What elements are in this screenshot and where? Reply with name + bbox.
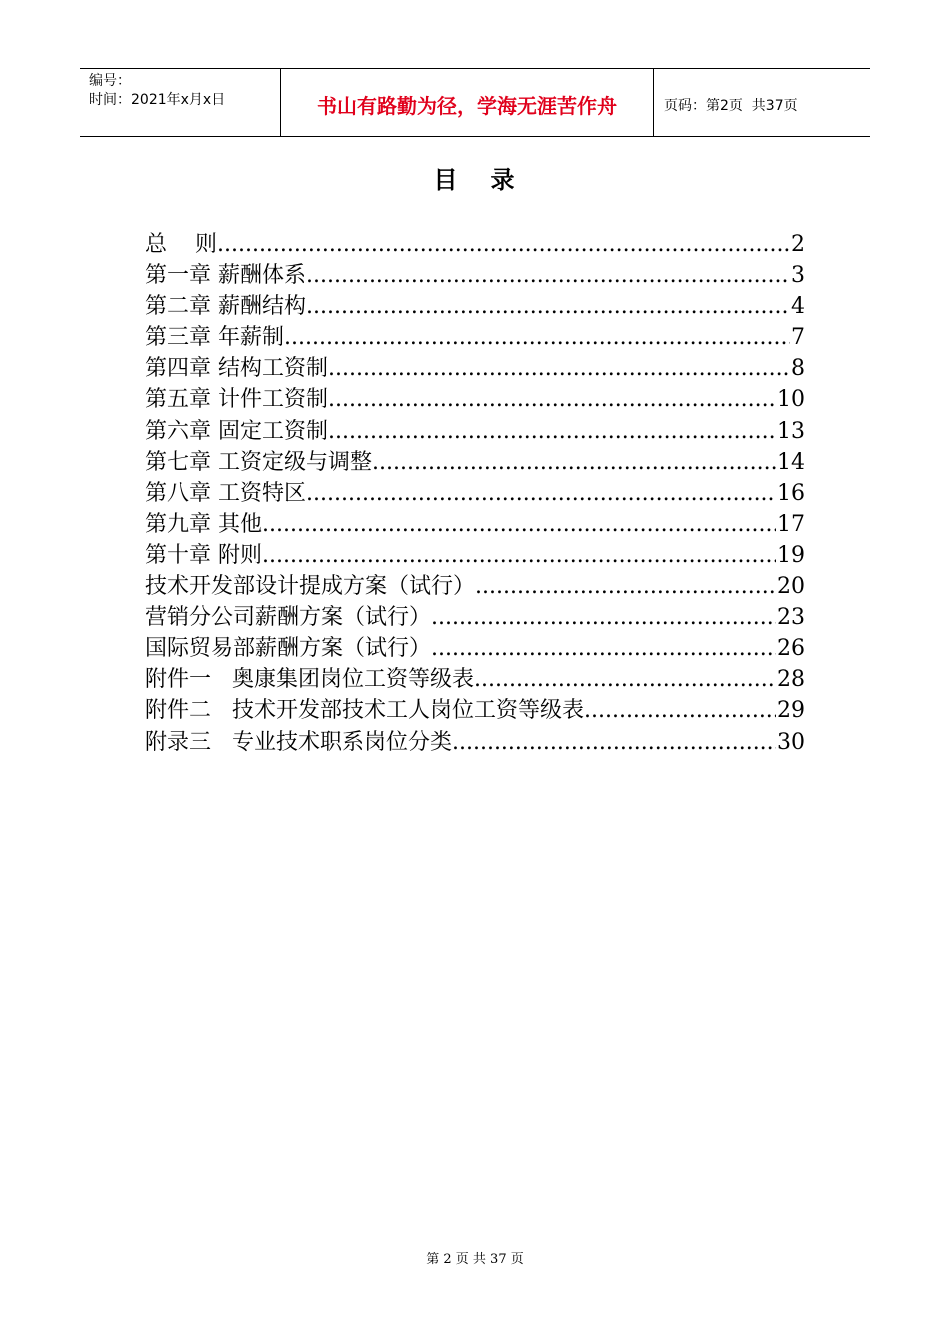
toc-entry-label: 第六章 固定工资制 [145,418,328,444]
toc-entry-page: 10 [777,387,805,413]
toc-entry-label: 第一章 薪酬体系 [145,263,306,289]
document-time-label: 时间：2021年x月x日 [89,92,226,108]
toc-dot-leader [431,633,776,664]
toc-entry[interactable] [145,727,805,758]
toc-entry[interactable] [145,353,805,384]
toc-dot-leader [262,509,776,540]
toc-entry-page: 26 [777,636,805,662]
toc-dot-leader [452,727,776,758]
header-left-cell [80,69,281,136]
toc-dot-leader [217,229,790,260]
toc-entry-page: 20 [777,574,805,600]
toc-entry[interactable] [145,447,805,478]
toc-entry-page: 30 [777,729,805,755]
toc-dot-leader [306,260,790,291]
toc-entry-label: 第七章 工资定级与调整 [145,449,372,475]
toc-dot-leader [372,447,776,478]
toc-entry-label: 第十章 附则 [145,542,262,568]
toc-entry-label: 营销分公司薪酬方案（试行） [145,605,432,631]
toc-entry-label: 技术开发部设计提成方案（试行） [145,574,476,600]
toc-dot-leader [262,540,776,571]
header-page-cell [654,69,870,136]
toc-entry-label: 第五章 计件工资制 [145,387,328,413]
header-motto: 书山有路勤为径，学海无涯苦作舟 [317,94,617,118]
toc-dot-leader [306,478,776,509]
table-of-contents [145,229,805,758]
toc-entry-label: 第九章 其他 [145,511,262,537]
toc-entry[interactable] [145,540,805,571]
toc-dot-leader [328,384,776,415]
toc-entry-page: 13 [777,418,805,444]
toc-dot-leader [584,695,776,726]
toc-entry[interactable] [145,260,805,291]
toc-entry-label: 附件一 奥康集团岗位工资等级表 [145,667,474,693]
toc-dot-leader [328,353,790,384]
toc-entry-page: 29 [777,698,805,724]
toc-entry[interactable] [145,664,805,695]
toc-entry[interactable] [145,633,805,664]
toc-entry-label: 附录三 专业技术职系岗位分类 [145,729,452,755]
toc-entry[interactable] [145,229,805,260]
document-code-label: 编号： [89,73,131,89]
toc-entry[interactable] [145,509,805,540]
toc-entry[interactable] [145,602,805,633]
toc-entry-page: 17 [777,511,805,537]
toc-entry-page: 16 [777,480,805,506]
toc-entry-page: 19 [777,542,805,568]
toc-entry-page: 23 [777,605,805,631]
toc-dot-leader [474,664,776,695]
toc-entry-label: 总 则 [145,232,217,257]
toc-entry-page: 2 [791,232,805,257]
toc-entry-label: 国际贸易部薪酬方案（试行） [145,636,432,662]
toc-entry-page: 8 [791,356,805,382]
toc-entry-label: 第三章 年薪制 [145,325,284,351]
toc-entry-page: 3 [791,263,805,289]
toc-entry-label: 第八章 工资特区 [145,480,306,506]
toc-dot-leader [306,291,790,322]
toc-entry[interactable] [145,416,805,447]
toc-entry-page: 4 [791,294,805,320]
toc-dot-leader [475,571,776,602]
toc-dot-leader [284,322,790,353]
toc-entry-label: 第二章 薪酬结构 [145,294,306,320]
page-header [80,68,870,137]
toc-entry-page: 14 [777,449,805,475]
toc-entry[interactable] [145,571,805,602]
toc-entry-label: 第四章 结构工资制 [145,356,328,382]
toc-entry-label: 附件二 技术开发部技术工人岗位工资等级表 [145,698,584,724]
header-motto-cell [281,69,654,136]
page-footer: 第 2 页 共 37 页 [426,1252,524,1267]
toc-entry[interactable] [145,384,805,415]
toc-entry[interactable] [145,291,805,322]
toc-entry[interactable] [145,695,805,726]
toc-dot-leader [431,602,776,633]
toc-entry[interactable] [145,478,805,509]
toc-dot-leader [328,416,776,447]
toc-title: 目 录 [433,166,517,194]
header-page-info: 页码：第2页 共37页 [664,97,798,114]
toc-entry-page: 7 [791,325,805,351]
toc-entry[interactable] [145,322,805,353]
toc-entry-page: 28 [777,667,805,693]
